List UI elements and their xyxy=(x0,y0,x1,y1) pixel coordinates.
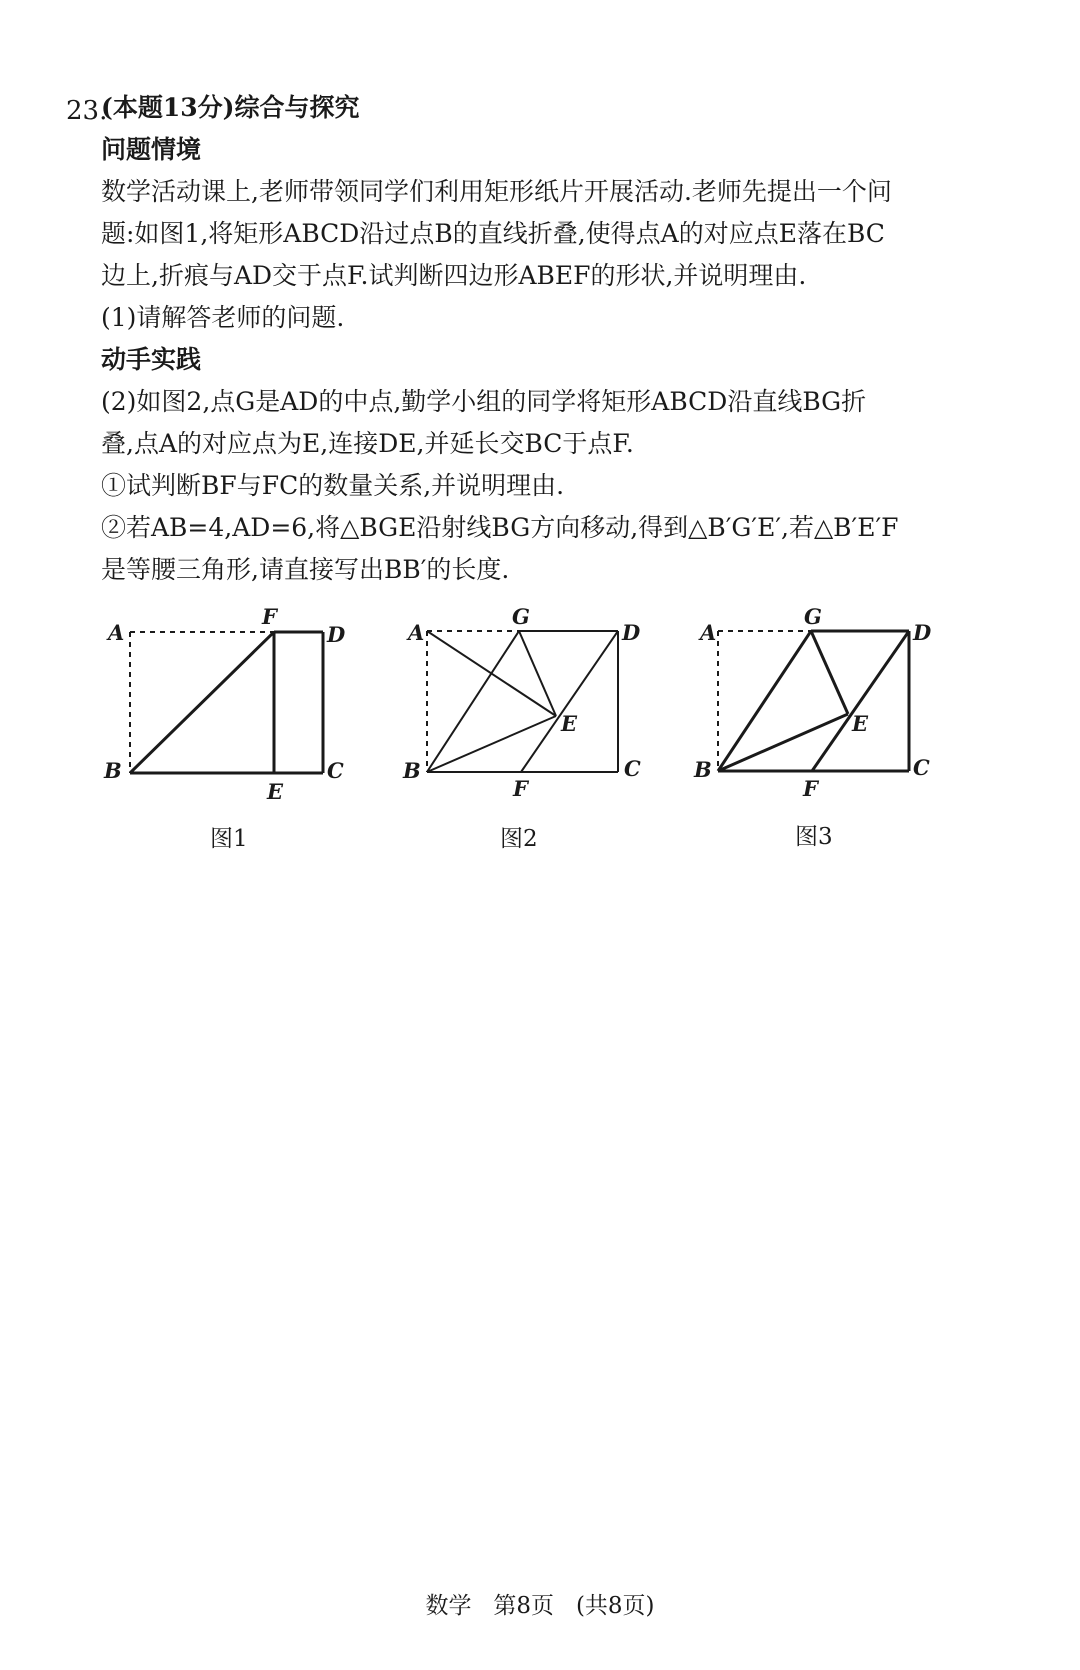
figure-2-caption: 图2 xyxy=(500,826,538,852)
sub-question-1: ①试判断BF与FC的数量关系,并说明理由. xyxy=(101,471,565,500)
fig3-label-E: E xyxy=(852,711,869,736)
part-2-line-2: 叠,点A的对应点为E,连接DE,并延长交BC于点F. xyxy=(101,429,634,458)
fig1-label-C: C xyxy=(327,758,344,783)
part-2-line-1: (2)如图2,点G是AD的中点,勤学小组的同学将矩形ABCD沿直线BG折 xyxy=(101,387,867,416)
sub-question-2-line-1: ②若AB=4,AD=6,将△BGE沿射线BG方向移动,得到△B′G′E′,若△B′E′F xyxy=(101,513,899,542)
page-footer: 数学 第8页 (共8页) xyxy=(425,1593,655,1619)
figure-2 xyxy=(400,605,655,810)
figure-1-caption: 图1 xyxy=(210,826,248,852)
fig2-label-A: A xyxy=(408,620,425,645)
fig1-label-B: B xyxy=(104,758,122,783)
fig3-line-GE xyxy=(811,631,848,714)
fig2-label-E: E xyxy=(561,711,578,736)
fig2-label-G: G xyxy=(512,605,530,629)
sub-question-2-line-2: 是等腰三角形,请直接写出BB′的长度. xyxy=(101,555,510,584)
intro-line-1: 数学活动课上,老师带领同学们利用矩形纸片开展活动.老师先提出一个问 xyxy=(101,177,892,206)
part-1: (1)请解答老师的问题. xyxy=(101,303,345,332)
fig1-label-D: D xyxy=(327,622,346,647)
fig3-label-A: A xyxy=(700,620,717,645)
fig3-label-B: B xyxy=(694,757,712,782)
figure-3-caption: 图3 xyxy=(795,824,833,850)
fig1-label-A: A xyxy=(108,620,125,645)
intro-line-3: 边上,折痕与AD交于点F.试判断四边形ABEF的形状,并说明理由. xyxy=(101,261,807,290)
fig3-label-D: D xyxy=(913,620,932,645)
fig1-label-F: F xyxy=(262,605,277,629)
question-header: (本题13分)综合与探究 xyxy=(101,93,360,122)
fig3-label-C: C xyxy=(913,755,930,780)
section-title-problem-context: 问题情境 xyxy=(101,135,202,164)
intro-line-2: 题:如图1,将矩形ABCD沿过点B的直线折叠,使得点A的对应点E落在BC xyxy=(101,219,885,248)
fig3-label-F: F xyxy=(803,776,818,801)
fig2-label-F: F xyxy=(513,776,528,801)
fig2-label-B: B xyxy=(403,758,421,783)
fig1-fold-BF xyxy=(130,632,274,773)
fig2-fold-BG xyxy=(427,631,519,772)
fig2-label-C: C xyxy=(624,756,641,781)
question-number: 23. xyxy=(66,96,108,126)
figure-1 xyxy=(95,605,365,810)
fig3-line-DF xyxy=(812,631,909,771)
fig2-label-D: D xyxy=(622,620,641,645)
fig3-label-G: G xyxy=(804,605,822,629)
figure-3 xyxy=(690,605,940,810)
fig1-label-E: E xyxy=(267,779,284,804)
section-title-hands-on: 动手实践 xyxy=(101,345,202,374)
